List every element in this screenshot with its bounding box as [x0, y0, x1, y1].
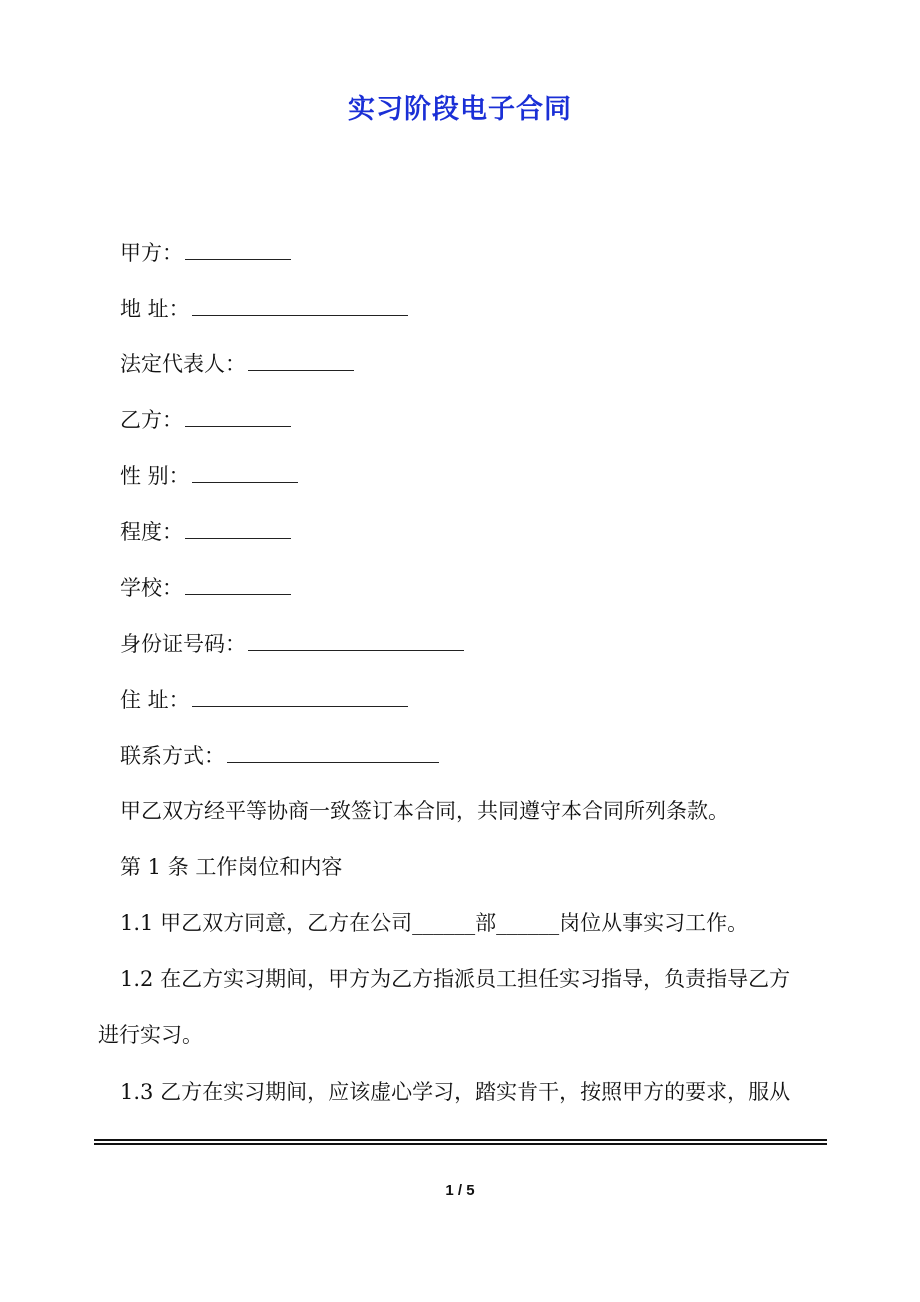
field-label: 甲方：	[120, 241, 183, 265]
field-gender	[120, 461, 298, 491]
fill-in-blank	[192, 686, 408, 707]
intro-paragraph: 甲乙双方经平等协商一致签订本合同，共同遵守本合同所列条款。	[120, 799, 729, 823]
fill-in-blank	[185, 518, 291, 539]
field-address-b	[120, 685, 408, 715]
document-title: 实习阶段电子合同	[348, 94, 572, 125]
fill-in-blank	[192, 462, 298, 483]
fill-in-blank	[185, 239, 291, 260]
field-education	[120, 517, 291, 547]
field-contact	[120, 741, 439, 771]
fill-in-blank	[185, 574, 291, 595]
fill-in-blank	[248, 630, 464, 651]
clause-1-2-line2	[98, 992, 818, 1047]
footer-divider	[94, 1139, 827, 1145]
fill-in-blank	[192, 295, 408, 316]
fill-in-blank	[185, 406, 291, 427]
field-label: 乙方：	[120, 408, 183, 432]
field-label: 联系方式：	[120, 744, 225, 768]
fill-in-blank	[227, 742, 439, 763]
clause-1-1: 1.1 甲乙双方同意，乙方在公司______部______岗位从事实习工作。	[120, 911, 749, 935]
clause-1-3: 1.3 乙方在实习期间，应该虚心学习，踏实肯干，按照甲方的要求，服从	[120, 1080, 791, 1104]
field-id-number	[120, 629, 464, 659]
field-legal-representative	[120, 349, 354, 379]
field-school	[120, 573, 291, 603]
field-label: 住 址：	[120, 688, 190, 712]
field-label: 性 别：	[120, 464, 190, 488]
field-party-b	[120, 405, 291, 435]
field-label: 程度：	[120, 520, 183, 544]
clause-1-2-continuation: 进行实习。	[98, 1023, 203, 1047]
field-label: 法定代表人：	[120, 352, 246, 376]
page-number: 1 / 5	[445, 1182, 475, 1199]
field-party-a	[120, 238, 291, 268]
field-label: 身份证号码：	[120, 632, 246, 656]
article-heading: 第 1 条 工作岗位和内容	[120, 855, 343, 879]
field-label: 地 址：	[120, 297, 190, 321]
field-label: 学校：	[120, 576, 183, 600]
fill-in-blank	[248, 350, 354, 371]
field-address-a	[120, 294, 408, 324]
clause-1-2-line1: 1.2 在乙方实习期间，甲方为乙方指派员工担任实习指导，负责指导乙方	[120, 967, 791, 991]
